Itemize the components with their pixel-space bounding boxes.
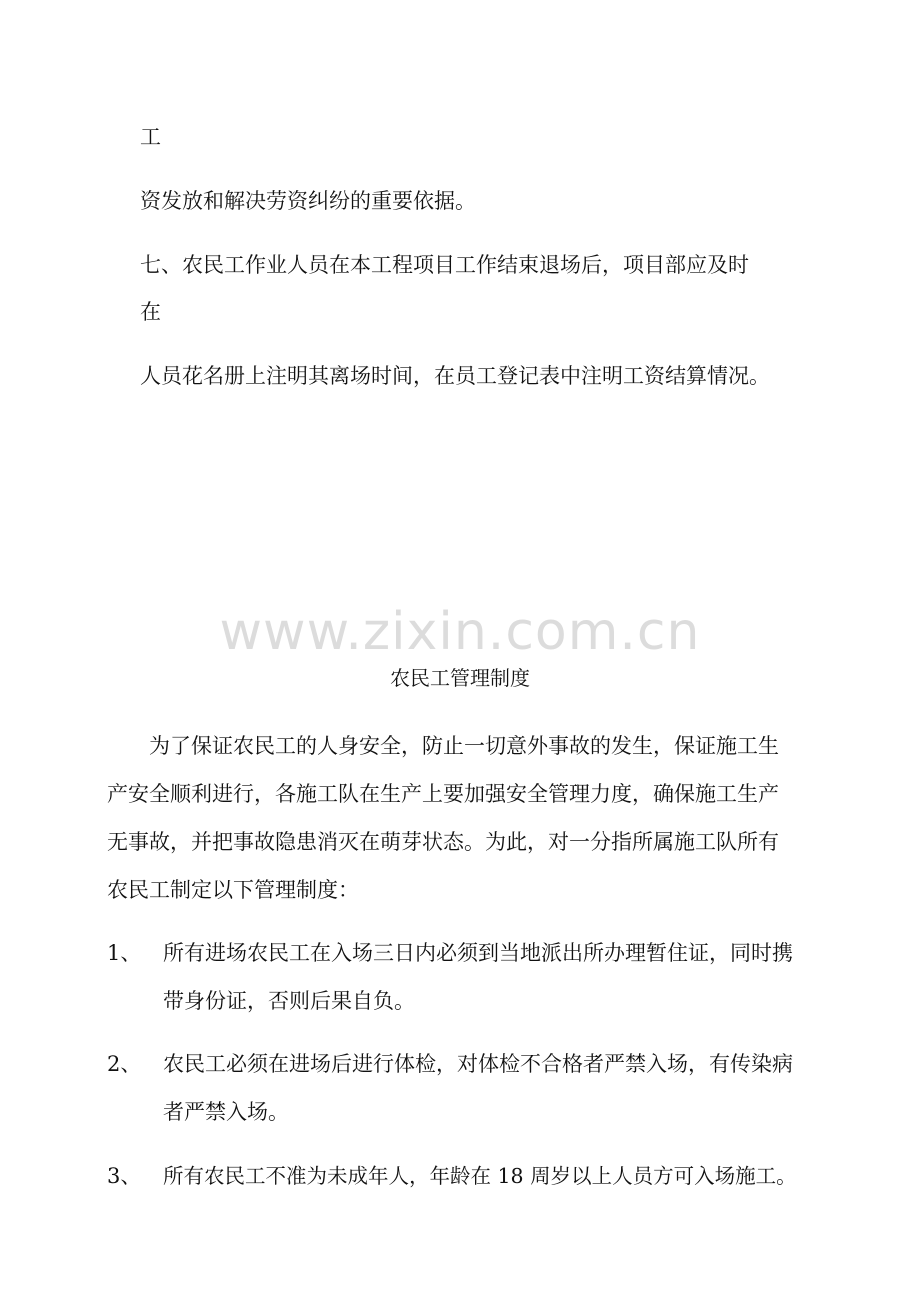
list-item-text: 农民工必须在进场后进行体检，对体检不合格者严禁入场，有传染病 xyxy=(163,1052,793,1076)
paragraph-line: 农民工制定以下管理制度： xyxy=(107,878,359,902)
list-item-text: 所有进场农民工在入场三日内必须到当地派出所办理暂住证，同时携 xyxy=(163,941,793,965)
list-item-number: 2、 xyxy=(107,1052,142,1076)
text-line: 人员花名册上注明其离场时间，在员工登记表中注明工资结算情况。 xyxy=(140,364,770,388)
text-line: 在 xyxy=(140,300,161,324)
list-item-text: 所有农民工不准为未成年人，年龄在 18 周岁以上人员方可入场施工。 xyxy=(163,1164,797,1188)
watermark: www.zixin.com.cn xyxy=(219,602,701,662)
text-line: 工 xyxy=(140,125,161,149)
text-line: 资发放和解决劳资纠纷的重要依据。 xyxy=(140,189,476,213)
list-item-number: 3、 xyxy=(107,1164,142,1188)
text-line: 七、农民工作业人员在本工程项目工作结束退场后，项目部应及时 xyxy=(140,253,749,277)
list-item-text: 者严禁入场。 xyxy=(163,1100,289,1124)
list-item-number: 1、 xyxy=(107,941,142,965)
paragraph-line: 无事故，并把事故隐患消灭在萌芽状态。为此，对一分指所属施工队所有 xyxy=(107,830,779,854)
list-item-text: 带身份证，否则后果自负。 xyxy=(163,989,415,1013)
section-title: 农民工管理制度 xyxy=(390,666,530,690)
paragraph-line: 产安全顺利进行，各施工队在生产上要加强安全管理力度，确保施工生产 xyxy=(107,782,779,806)
paragraph-line: 为了保证农民工的人身安全，防止一切意外事故的发生，保证施工生 xyxy=(149,734,779,758)
